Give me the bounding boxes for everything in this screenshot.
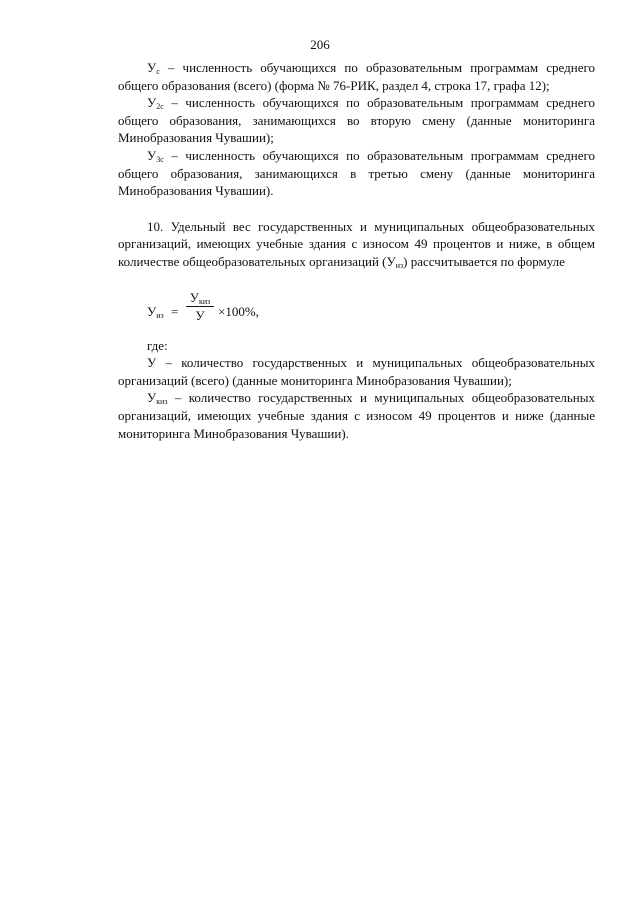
- formula-lhs: [147, 303, 164, 321]
- symbol: У: [147, 60, 157, 75]
- symbol-subscript: 3с: [156, 154, 164, 164]
- symbol: У: [147, 390, 157, 406]
- formula-equals: =: [171, 303, 179, 319]
- page-number: 206: [310, 37, 330, 52]
- symbol: У: [147, 95, 157, 111]
- definition-u3c: [118, 147, 595, 200]
- formula-lhs-symbol: У: [147, 303, 157, 319]
- definition-ukiz: [118, 389, 595, 442]
- formula-numerator: [185, 289, 215, 306]
- symbol-subscript: 2с: [156, 102, 164, 112]
- definition-text: – численность обучающихся по образовательным программам среднего общего образования, занимающихся во вторую смену (данные мониторинга Минобразования Чувашии);: [118, 95, 595, 146]
- item-10-text-end: ) рассчитывается по формуле: [403, 253, 565, 269]
- definition-text: – численность обучающихся по образовательным программам среднего общего образования, занимающихся в третью смену (данные мониторинга Минобразования Чувашии).: [118, 147, 595, 199]
- definition-text: У – количество государственных и муниципальных общеобразовательных организаций (всего) (данные мониторинга Минобразования Чувашии);: [118, 355, 595, 388]
- formula-numerator-subscript: киз: [198, 296, 211, 306]
- formula-lhs-subscript: из: [156, 310, 164, 320]
- symbol-subscript: киз: [156, 397, 168, 407]
- formula-denominator: У: [195, 307, 205, 323]
- definition-u2c: [118, 94, 595, 147]
- formula-fraction: [185, 289, 215, 324]
- where-label: где:: [147, 337, 168, 353]
- definition-text: – численность обучающихся по образовательным программам среднего общего образования (всего) (форма № 76-РИК, раздел 4, строка 17, графа 12);: [118, 60, 595, 93]
- item-10-text-start: 10. Удельный вес государственных и муниципальных общеобразовательных организаций, имеющих учебные здания с износом 49 процентов и ниже, в общем количестве общеобразовательных организаций (У: [118, 218, 595, 269]
- symbol-subscript: с: [156, 67, 160, 76]
- item-10-paragraph: [118, 218, 595, 271]
- page-content: [118, 59, 595, 442]
- definition-uc: [118, 59, 595, 94]
- definition-text: – количество государственных и муниципальных общеобразовательных организаций, имеющих учебные здания с износом 49 процентов и ниже (данные мониторинга Минобразования Чувашии).: [118, 390, 595, 441]
- formula-numerator-symbol: У: [189, 289, 199, 305]
- formula-multiplier: ×100%,: [218, 303, 259, 319]
- symbol: У: [147, 147, 157, 163]
- definition-u: [118, 354, 595, 389]
- paragraph-gap: [118, 200, 595, 218]
- item-10-subscript: из: [395, 260, 404, 270]
- formula: [147, 289, 595, 337]
